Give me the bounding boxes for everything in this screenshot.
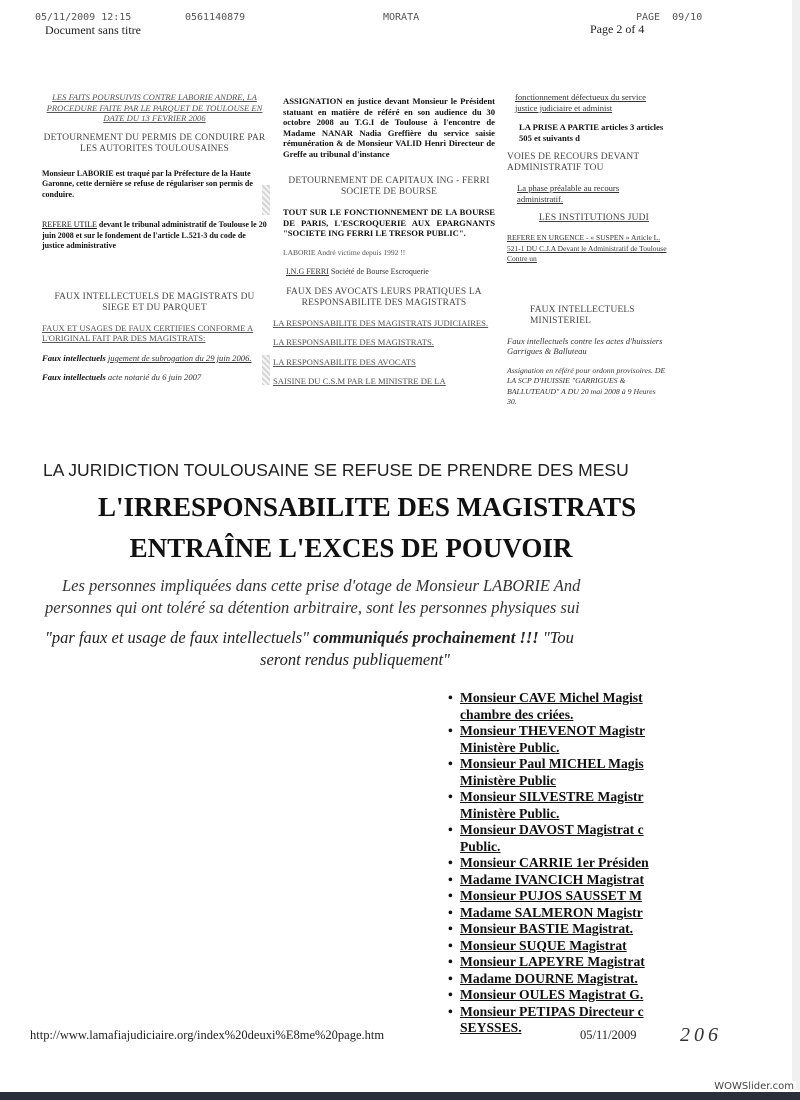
col3-heading2: FAUX INTELLECTUELS MINISTERIEL [530, 304, 635, 326]
scan-stamp [262, 355, 270, 385]
name-line: • Monsieur PUJOS SAUSSET M [460, 888, 642, 903]
scan-stamp [262, 185, 270, 215]
quote-part-c: "Tou [542, 628, 574, 647]
name-line: • Monsieur SUQUE Magistrat [460, 937, 627, 953]
name-line: Ministère Public [460, 772, 557, 788]
col1-para5-label: Faux intellectuels [42, 372, 108, 382]
name-list-item[interactable] [450, 921, 662, 938]
name-line: chambre des criées. [460, 706, 574, 722]
col3-para4[interactable]: LES INSTITUTIONS JUDI [539, 213, 649, 223]
col1-para4-link[interactable]: jugement de subrogation du 29 juin 2006. [107, 352, 252, 363]
banner-text: LA JURIDICTION TOULOUSAINE SE REFUSE DE PRENDRE DES MESU [43, 460, 629, 480]
name-list-item[interactable] [450, 756, 662, 789]
name-line: Ministère Public. [460, 739, 560, 755]
name-line: Ministère Public. [460, 805, 560, 821]
col2-heading2: FAUX DES AVOCATS LEURS PRATIQUES LA RESPONSABILITE DES MAGISTRATS [286, 286, 482, 308]
fax-page: PAGE 09/10 [636, 12, 703, 23]
name-line: • Monsieur PETIPAS Directeur c [460, 1003, 644, 1019]
names-list [450, 690, 662, 1037]
page-indicator: Page 2 of 4 [590, 22, 645, 36]
name-list-item[interactable] [450, 938, 662, 955]
col1-para3[interactable]: FAUX ET USAGES DE FAUX CERTIFIES CONFORME A L'ORIGINAL FAIT PAR DES MAGISTRATS: [42, 322, 254, 343]
col2-link-2[interactable]: LA RESPONSABILITE DES MAGISTRATS. [273, 337, 434, 347]
name-line: • Monsieur LAPEYRE Magistrat [460, 954, 645, 969]
intro-line-2: personnes qui ont toléré sa détention arbitraire, sont les personnes physiques sui [45, 598, 580, 617]
name-list-item[interactable] [450, 905, 662, 922]
quote-line-2: seront rendus publiquement" [260, 650, 450, 669]
col2-link-4[interactable]: SAISINE DU C.S.M PAR LE MINISTRE DE LA [273, 376, 446, 386]
col2-link-1[interactable]: LA RESPONSABILITE DES MAGISTRATS JUDICIAIRES. [273, 317, 489, 328]
fax-sender: MORATA [383, 12, 420, 23]
col2-para2: TOUT SUR LE FONCTIONNEMENT DE LA BOURSE DE PARIS, L'ESCROQUERIE AUX EPARGNANTS "SOCIETE ING FERRI LE TRESOR PUBLIC". [283, 207, 495, 238]
name-line: SEYSSES. [460, 1020, 522, 1035]
intro [45, 575, 665, 621]
col1-para1: Monsieur LABORIE est traqué par la Préfecture de la Haute Garonne, cette dernière se refuse de régulariser son permis de conduire. [42, 168, 253, 199]
scan-edge [792, 0, 800, 1090]
name-line: Public. [460, 838, 501, 854]
name-list-item[interactable] [450, 855, 662, 872]
col3-heading1: VOIES DE RECOURS DEVANT ADMINISTRATIF TOU [507, 152, 640, 173]
slider-bar [0, 1092, 800, 1100]
title-irresponsabilite: L'IRRESPONSABILITE DES MAGISTRATS [98, 492, 637, 522]
col2-link-3[interactable]: LA RESPONSABILITE DES AVOCATS [273, 356, 416, 367]
name-list-item[interactable] [450, 987, 662, 1004]
name-line: • Monsieur SILVESTRE Magistr [460, 789, 644, 804]
footer-date: 05/11/2009 [580, 1028, 637, 1042]
name-list-item[interactable] [450, 822, 662, 855]
col1-title[interactable]: LES FAITS POURSUIVIS CONTRE LABORIE ANDRE, LA PROCEDURE FAITE PAR LE PARQUET DE TOULOUSE EN DATE DU 13 FEVRIER 2006 [46, 92, 263, 123]
document-title: Document sans titre [45, 23, 141, 37]
col1-refere-link[interactable]: REFERE UTILE [42, 220, 97, 229]
col2-para4: Société de Bourse Escroquerie [328, 267, 429, 276]
name-list-item[interactable] [450, 888, 662, 905]
ing-ferri-link[interactable]: I.N.G FERRI [286, 267, 329, 276]
quote [45, 628, 665, 650]
footer-url[interactable]: http://www.lamafiajudiciaire.org/index%20deuxi%E8me%20page.htm [30, 1028, 385, 1042]
name-line: • Monsieur CAVE Michel Magist [460, 690, 643, 705]
banner [43, 460, 673, 482]
col3-para3[interactable]: La phase préalable au recours administratif. [517, 183, 620, 204]
col3-para7: Assignation en référé pour ordonn provisoires. DE LA SCP D'HUISSIE "GARRIGUES & BALLUTEAUD" A DU 20 mai 2008 à 9 Heures 30. [507, 365, 666, 406]
column-right [507, 92, 667, 442]
col3-para1[interactable]: fonctionnement défectueux du service justice judiciaire et administ [515, 92, 647, 113]
col3-para2: LA PRISE A PARTIE articles 3 articles 505 et suivants d [519, 122, 664, 143]
col1-para2: devant le tribunal administratif de Toulouse le 20 juin 2008 et sur le fondement de l'article L.521-3 du code de justice administrative [42, 220, 267, 250]
name-list-item[interactable] [450, 971, 662, 988]
name-line: • Monsieur BASTIE Magistrat. [460, 921, 634, 936]
name-line: • Monsieur CARRIE 1er Présiden [460, 855, 649, 870]
title-exces-pouvoir: ENTRAÎNE L'EXCES DE POUVOIR [129, 533, 573, 563]
name-line: • Monsieur OULES Magistrat G. [460, 987, 644, 1002]
col2-heading1: DETOURNEMENT DE CAPITAUX ING - FERRI SOCIETE DE BOURSE [288, 176, 490, 197]
fax-datetime: 05/11/2009 12:15 [35, 12, 132, 23]
name-line: • Monsieur THEVENOT Magistr [460, 723, 646, 738]
quote-part-b: communiqués prochainement !!! [313, 628, 543, 647]
name-list-item[interactable] [450, 690, 662, 723]
fax-number: 0561140879 [185, 12, 246, 23]
intro-line-1: Les personnes impliquées dans cette prise d'otage de Monsieur LABORIE And [62, 576, 581, 595]
col3-para6[interactable]: Faux intellectuels contre les actes d'huissiers Garrigues & Balluteau [507, 335, 663, 356]
name-line: • Madame IVANCICH Magistrat [460, 871, 644, 887]
watermark[interactable]: WOWSlider.com [714, 1081, 794, 1092]
col1-heading2: FAUX INTELLECTUELS DE MAGISTRATS DU SIEGE ET DU PARQUET [54, 291, 255, 313]
name-list-item[interactable] [450, 723, 662, 756]
name-line: • Madame SALMERON Magistr [460, 904, 643, 920]
handwritten-page-number: 206 [680, 1024, 722, 1046]
name-line: • Monsieur DAVOST Magistrat c [460, 822, 644, 837]
quote-part-a: "par faux et usage de faux intellectuels" [45, 628, 314, 647]
col3-para5[interactable]: REFERE EN URGENCE - « SUSPEN » Article L. 521-1 DU C.J.A Devant le Administratif de Toulouse Contre un [507, 233, 667, 263]
col2-para1: ASSIGNATION en justice devant Monsieur le Président statuant en matière de référé en son audience du 30 octobre 2008 au T.G.I de Toulouse à l'encontre de Madame NANAR Nadia Greffière du service saisie rémunération & de Monsieur VALID Henri Directeur de Greffe au tribunal d'instance [283, 96, 495, 159]
column-left [42, 92, 267, 442]
col2-para3: LABORIE André victime depuis 1992 !! [283, 247, 406, 257]
col1-para5-text: acte notarié du 6 juin 2007 [107, 372, 202, 382]
name-list-item[interactable] [450, 789, 662, 822]
name-list-item[interactable] [450, 954, 662, 971]
col1-heading1: DETOURNEMENT DU PERMIS DE CONDUIRE PAR LES AUTORITES TOULOUSAINES [43, 132, 266, 154]
name-list-item[interactable] [450, 872, 662, 889]
col1-para4-label: Faux intellectuels [42, 352, 108, 363]
name-line: • Monsieur Paul MICHEL Magis [460, 756, 644, 771]
name-line: • Madame DOURNE Magistrat. [460, 970, 638, 986]
